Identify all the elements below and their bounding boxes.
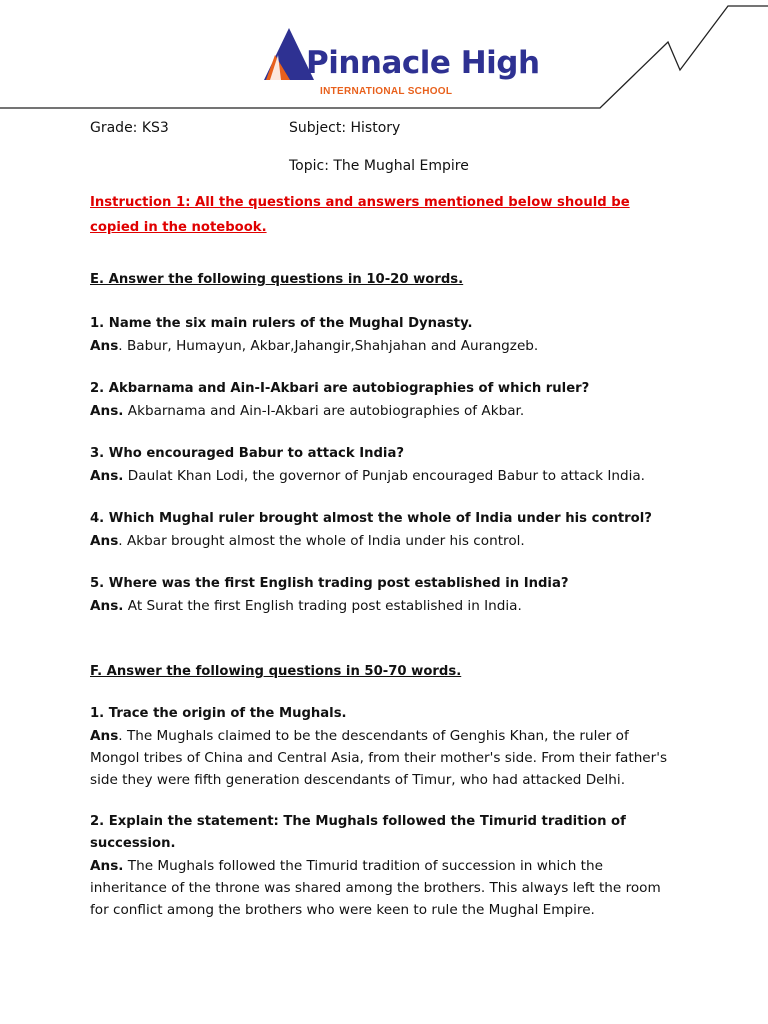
question: 1. Name the six main rulers of the Mughal Dynasty. [90, 316, 473, 331]
question: 4. Which Mughal ruler brought almost the whole of India under his control? [90, 511, 652, 526]
grade-label: Grade: KS3 [90, 120, 169, 136]
answer [90, 465, 680, 487]
answer-text: Akbarnama and Ain-I-Akbari are autobiographies of Akbar. [123, 403, 525, 419]
question: 2. Explain the statement: The Mughals followed the Timurid tradition of succession. [90, 814, 626, 851]
answer [90, 595, 680, 617]
answer-text: . Akbar brought almost the whole of India under his control. [118, 533, 525, 549]
section-e-heading: E. Answer the following questions in 10-20 words. [90, 272, 464, 287]
question: 2. Akbarnama and Ain-I-Akbari are autobiographies of which ruler? [90, 381, 590, 396]
school-logo-name: Pinnacle High [306, 45, 540, 81]
subject-label: Subject: History [289, 120, 401, 136]
answer [90, 335, 680, 357]
answer [90, 855, 680, 921]
answer-label: Ans. [90, 598, 124, 614]
answer-label: Ans [90, 728, 119, 744]
answer [90, 725, 680, 791]
answer-text: The Mughals followed the Timurid tradition of succession in which the inheritance of the throne was shared among the brothers. This always left the room for conflict among the brothers who were keen to rule the Mughal Empire. [90, 858, 661, 918]
instruction-text: Instruction 1: All the questions and answers mentioned below should be copied in the notebook. [90, 195, 630, 235]
answer-label: Ans. [90, 403, 124, 419]
answer-text: Daulat Khan Lodi, the governor of Punjab encouraged Babur to attack India. [123, 468, 645, 484]
topic-label: Topic: The Mughal Empire [289, 158, 469, 174]
answer-label: Ans. [90, 468, 124, 484]
answer [90, 400, 680, 422]
answer-text: . Babur, Humayun, Akbar,Jahangir,Shahjahan and Aurangzeb. [118, 338, 539, 354]
answer-text: At Surat the first English trading post established in India. [123, 598, 522, 614]
answer-label: Ans. [90, 858, 124, 874]
question: 5. Where was the first English trading post established in India? [90, 576, 569, 591]
answer-label: Ans [90, 533, 119, 549]
school-logo-subtitle: INTERNATIONAL SCHOOL [320, 86, 453, 97]
worksheet-body [90, 190, 680, 921]
section-f-heading: F. Answer the following questions in 50-70 words. [90, 664, 462, 679]
answer-label: Ans [90, 338, 119, 354]
answer [90, 530, 680, 552]
question: 1. Trace the origin of the Mughals. [90, 706, 347, 721]
answer-text: . The Mughals claimed to be the descendants of Genghis Khan, the ruler of Mongol tribes of China and Central Asia, from their mother's side. From their father's side they were fifth generation descendants of Timur, who had attacked Delhi. [90, 728, 668, 788]
question: 3. Who encouraged Babur to attack India? [90, 446, 404, 461]
